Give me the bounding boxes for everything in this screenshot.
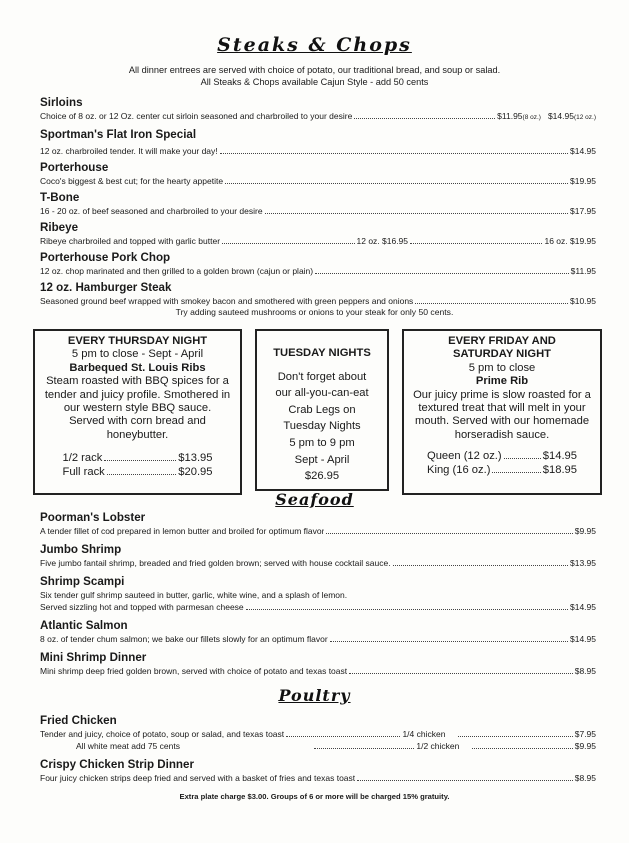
dot-leader bbox=[314, 748, 414, 749]
special-line: Sept - April bbox=[294, 453, 350, 466]
item-desc: Coco's biggest & best cut; for the hearty appetite bbox=[40, 176, 224, 186]
dot-leader bbox=[326, 533, 572, 534]
item-name: T-Bone bbox=[40, 191, 80, 204]
special-desc: mouth. Served with our homemade bbox=[414, 415, 590, 428]
steaks-list bbox=[40, 96, 596, 311]
special-desc: horseradish sauce. bbox=[454, 428, 550, 441]
item-name: 12 oz. Hamburger Steak bbox=[40, 281, 172, 294]
special-desc: textured treat that will melt in your bbox=[418, 402, 586, 415]
dot-leader bbox=[354, 118, 495, 119]
menu-item-hamburger-steak bbox=[40, 281, 596, 307]
dot-leader bbox=[315, 273, 569, 274]
item-price: $11.95 bbox=[570, 266, 596, 276]
item-desc: Choice of 8 oz. or 12 Oz. center cut sirloin seasoned and charbroiled to your desire bbox=[40, 111, 353, 121]
item-name: Porterhouse Pork Chop bbox=[40, 251, 171, 264]
menu-item-atlantic-salmon bbox=[40, 619, 596, 645]
special-option: 1/2 rack $13.95 bbox=[62, 452, 213, 465]
steaks-intro bbox=[0, 64, 629, 88]
tuesday-special-box bbox=[255, 329, 389, 491]
item-desc: Four juicy chicken strips deep fried and served with a basket of fries and texas toast bbox=[40, 773, 356, 783]
dot-leader bbox=[265, 213, 568, 214]
menu-item-flat-iron bbox=[40, 128, 596, 157]
menu-item-fried-chicken bbox=[40, 714, 596, 752]
intro-line: All dinner entrees are served with choice of potato, our traditional bread, and soup or salad. bbox=[128, 65, 501, 75]
dot-leader bbox=[246, 609, 568, 610]
dot-leader bbox=[492, 472, 540, 473]
special-line: our all-you-can-eat bbox=[275, 387, 369, 400]
special-heading: SATURDAY NIGHT bbox=[452, 348, 551, 361]
item-desc: Mini shrimp deep fried golden brown, served with choice of potato and texas toast bbox=[40, 666, 348, 676]
dot-leader bbox=[286, 736, 400, 737]
menu-item-shrimp-scampi bbox=[40, 575, 596, 613]
menu-item-t-bone bbox=[40, 191, 596, 217]
menu-item-sirloins bbox=[40, 96, 596, 124]
dot-leader bbox=[222, 243, 354, 244]
special-time: 5 pm to close - Sept - April bbox=[71, 348, 204, 361]
item-price: $10.95 bbox=[570, 296, 596, 306]
special-line: Tuesday Nights bbox=[283, 420, 361, 433]
item-desc: Five jumbo fantail shrimp, breaded and fried golden brown; served with house cocktail sauce. bbox=[40, 558, 391, 568]
item-desc: All white meat add 75 cents bbox=[76, 741, 180, 751]
item-price: $11.95(8 oz.) bbox=[497, 111, 541, 121]
seafood-title: Seafood bbox=[275, 490, 354, 509]
special-desc: Served with corn bread and bbox=[69, 415, 206, 428]
item-price: $14.95 bbox=[570, 602, 596, 612]
thursday-special-box bbox=[33, 329, 242, 495]
menu-item-mini-shrimp bbox=[40, 651, 596, 677]
item-desc: 8 oz. of tender chum salmon; we bake our fillets slowly for an optimum flavor bbox=[40, 634, 328, 644]
friday-special-box bbox=[402, 329, 602, 495]
special-option: Full rack $20.95 bbox=[62, 465, 213, 478]
item-price: $8.95 bbox=[574, 666, 596, 676]
item-price: $9.95 bbox=[574, 526, 596, 536]
special-desc: our western style BBQ sauce. bbox=[63, 402, 212, 415]
dot-leader bbox=[472, 748, 572, 749]
special-line: Don't forget about bbox=[277, 370, 367, 383]
special-dish: Barbequed St. Louis Ribs bbox=[69, 361, 206, 374]
item-price: $14.95(12 oz.) bbox=[547, 111, 596, 121]
dot-leader bbox=[107, 474, 177, 475]
item-desc: Served sizzling hot and topped with parmesan cheese bbox=[40, 602, 244, 612]
special-desc: Steam roasted with BBQ spices for a bbox=[46, 375, 229, 388]
item-desc: 16 - 20 oz. of beef seasoned and charbroiled to your desire bbox=[40, 206, 263, 216]
item-desc: 12 oz. charbroiled tender. It will make your day! bbox=[40, 146, 218, 156]
intro-line: All Steaks & Chops available Cajun Style - add 50 cents bbox=[200, 77, 429, 87]
item-name: Ribeye bbox=[40, 221, 79, 234]
special-price: $26.95 bbox=[304, 470, 340, 483]
special-time: 5 pm to close bbox=[468, 361, 536, 374]
item-name: Sirloins bbox=[40, 96, 83, 109]
item-name: Poorman's Lobster bbox=[40, 511, 146, 524]
menu-item-chicken-strips bbox=[40, 758, 596, 784]
menu-item-poormans-lobster bbox=[40, 511, 596, 537]
menu-item-pork-chop bbox=[40, 251, 596, 277]
item-desc: 12 oz. chop marinated and then grilled to a golden brown (cajun or plain) bbox=[40, 266, 314, 276]
dot-leader bbox=[220, 153, 568, 154]
item-desc: Ribeye charbroiled and topped with garlic butter bbox=[40, 236, 221, 246]
gratuity-note: Extra plate charge $3.00. Groups of 6 or more will be charged 15% gratuity. bbox=[179, 792, 450, 801]
special-option: King (16 oz.) $18.95 bbox=[427, 463, 577, 476]
dot-leader bbox=[104, 460, 176, 461]
item-name: Mini Shrimp Dinner bbox=[40, 651, 147, 664]
dot-leader bbox=[330, 641, 568, 642]
item-price: $8.95 bbox=[574, 773, 596, 783]
item-name: Atlantic Salmon bbox=[40, 619, 128, 632]
item-price: $13.95 bbox=[570, 558, 596, 568]
item-name: Jumbo Shrimp bbox=[40, 543, 122, 556]
dot-leader bbox=[225, 183, 568, 184]
item-name: Fried Chicken bbox=[40, 714, 117, 727]
special-heading: EVERY FRIDAY AND bbox=[448, 335, 556, 347]
item-name: Shrimp Scampi bbox=[40, 575, 125, 588]
dot-leader bbox=[410, 243, 542, 244]
special-line: Crab Legs on bbox=[288, 403, 356, 416]
dot-leader bbox=[504, 458, 541, 459]
menu-item-ribeye bbox=[40, 221, 596, 247]
dot-leader bbox=[393, 565, 568, 566]
special-heading: EVERY THURSDAY NIGHT bbox=[67, 335, 208, 347]
dot-leader bbox=[458, 736, 572, 737]
special-line: 5 pm to 9 pm bbox=[289, 436, 355, 449]
steaks-title: Steaks & Chops bbox=[217, 34, 412, 56]
special-option: Queen (12 oz.) $14.95 bbox=[427, 450, 577, 463]
menu-item-jumbo-shrimp bbox=[40, 543, 596, 569]
item-name: Porterhouse bbox=[40, 161, 109, 174]
dot-leader bbox=[357, 780, 573, 781]
item-name: Crispy Chicken Strip Dinner bbox=[40, 758, 194, 771]
item-price: $9.95 bbox=[574, 741, 596, 751]
dot-leader bbox=[349, 673, 573, 674]
special-desc: tender and juicy profile. Smothered in bbox=[44, 388, 231, 401]
steak-addon-note: Try adding sauteed mushrooms or onions to your steak for only 50 cents. bbox=[175, 307, 454, 317]
item-price: $14.95 bbox=[570, 146, 596, 156]
item-option: 12 oz. $16.95 bbox=[356, 236, 409, 246]
item-price: $7.95 bbox=[574, 729, 597, 739]
item-desc: Seasoned ground beef wrapped with smokey bacon and smothered with green peppers and onions bbox=[40, 296, 414, 306]
item-option: 16 oz. $19.95 bbox=[544, 236, 596, 246]
item-name: Sportman's Flat Iron Special bbox=[40, 128, 197, 141]
special-desc: honeybutter. bbox=[106, 428, 169, 441]
item-price: $19.95 bbox=[570, 176, 596, 186]
item-price: $14.95 bbox=[570, 634, 596, 644]
dot-leader bbox=[415, 303, 568, 304]
poultry-list bbox=[40, 714, 596, 788]
menu-item-porterhouse bbox=[40, 161, 596, 187]
item-desc: Tender and juicy, choice of potato, soup or salad, and texas toast bbox=[40, 729, 285, 739]
item-option: 1/2 chicken bbox=[416, 741, 460, 751]
seafood-list bbox=[40, 511, 596, 681]
special-heading: TUESDAY NIGHTS bbox=[273, 347, 371, 359]
special-desc: Our juicy prime is slow roasted for a bbox=[413, 388, 591, 401]
item-option: 1/4 chicken bbox=[402, 729, 446, 739]
item-desc: A tender fillet of cod prepared in lemon butter and broiled for optimum flavor bbox=[40, 526, 325, 536]
special-dish: Prime Rib bbox=[475, 375, 529, 388]
item-price: $17.95 bbox=[570, 206, 596, 216]
item-desc: Six tender gulf shrimp sauteed in butter, garlic, white wine, and a splash of lemon. bbox=[40, 590, 348, 600]
poultry-title: Poultry bbox=[278, 686, 351, 705]
